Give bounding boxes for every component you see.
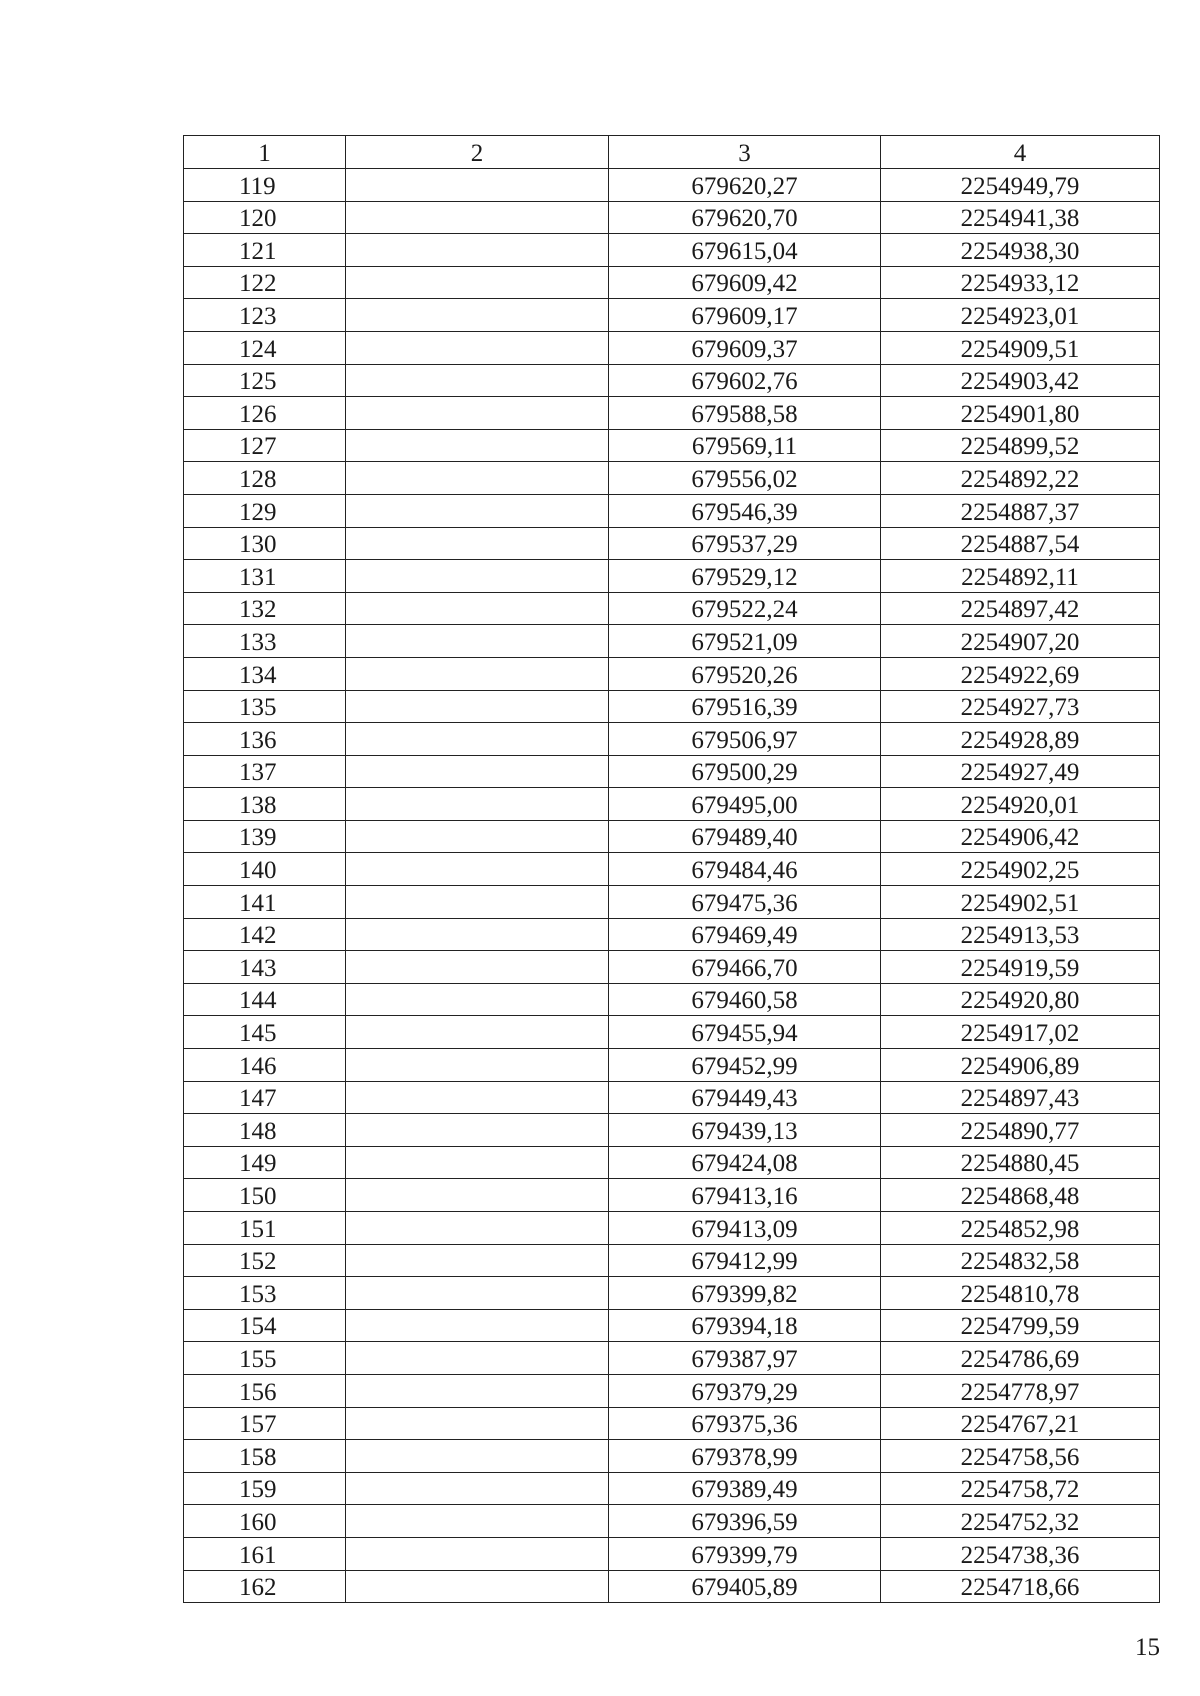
y-coordinate-cell: 2254927,73 (881, 690, 1160, 723)
point-name-cell (346, 527, 609, 560)
point-name-cell (346, 266, 609, 299)
table-body (184, 169, 1160, 1603)
point-number-cell: 162 (184, 1570, 346, 1603)
y-coordinate-cell: 2254909,51 (881, 331, 1160, 364)
point-number-cell: 148 (184, 1114, 346, 1147)
point-number-cell: 131 (184, 560, 346, 593)
point-number-cell: 161 (184, 1537, 346, 1570)
y-coordinate-cell: 2254920,01 (881, 788, 1160, 821)
point-number-cell: 145 (184, 1016, 346, 1049)
table-header (184, 136, 1160, 169)
x-coordinate-cell: 679412,99 (609, 1244, 881, 1277)
x-coordinate-cell: 679405,89 (609, 1570, 881, 1603)
point-name-cell (346, 1244, 609, 1277)
point-number-cell: 120 (184, 201, 346, 234)
table-row (184, 1374, 1160, 1407)
point-name-cell (346, 886, 609, 919)
y-coordinate-cell: 2254738,36 (881, 1537, 1160, 1570)
x-coordinate-cell: 679413,09 (609, 1212, 881, 1245)
x-coordinate-cell: 679387,97 (609, 1342, 881, 1375)
x-coordinate-cell: 679449,43 (609, 1081, 881, 1114)
x-coordinate-cell: 679375,36 (609, 1407, 881, 1440)
x-coordinate-cell: 679484,46 (609, 853, 881, 886)
table-row (184, 397, 1160, 430)
point-number-cell: 156 (184, 1374, 346, 1407)
table-row (184, 1049, 1160, 1082)
y-coordinate-cell: 2254920,80 (881, 983, 1160, 1016)
y-coordinate-cell: 2254892,22 (881, 462, 1160, 495)
point-name-cell (346, 1016, 609, 1049)
point-name-cell (346, 1212, 609, 1245)
point-name-cell (346, 723, 609, 756)
x-coordinate-cell: 679529,12 (609, 560, 881, 593)
table-row (184, 983, 1160, 1016)
point-number-cell: 159 (184, 1472, 346, 1505)
point-number-cell: 160 (184, 1505, 346, 1538)
point-name-cell (346, 1570, 609, 1603)
table-row (184, 1407, 1160, 1440)
table-row (184, 527, 1160, 560)
y-coordinate-cell: 2254949,79 (881, 169, 1160, 202)
y-coordinate-cell: 2254786,69 (881, 1342, 1160, 1375)
x-coordinate-cell: 679495,00 (609, 788, 881, 821)
point-number-cell: 147 (184, 1081, 346, 1114)
table-row (184, 853, 1160, 886)
x-coordinate-cell: 679469,49 (609, 918, 881, 951)
point-name-cell (346, 462, 609, 495)
point-number-cell: 124 (184, 331, 346, 364)
table-row (184, 1472, 1160, 1505)
point-number-cell: 137 (184, 755, 346, 788)
x-coordinate-cell: 679520,26 (609, 657, 881, 690)
point-name-cell (346, 625, 609, 658)
table-row (184, 1505, 1160, 1538)
point-number-cell: 126 (184, 397, 346, 430)
table-row (184, 1016, 1160, 1049)
y-coordinate-cell: 2254799,59 (881, 1309, 1160, 1342)
point-number-cell: 150 (184, 1179, 346, 1212)
x-coordinate-cell: 679396,59 (609, 1505, 881, 1538)
point-number-cell: 128 (184, 462, 346, 495)
table-row (184, 951, 1160, 984)
x-coordinate-cell: 679489,40 (609, 820, 881, 853)
y-coordinate-cell: 2254868,48 (881, 1179, 1160, 1212)
table-row (184, 299, 1160, 332)
table-row (184, 820, 1160, 853)
y-coordinate-cell: 2254810,78 (881, 1277, 1160, 1310)
x-coordinate-cell: 679516,39 (609, 690, 881, 723)
point-number-cell: 133 (184, 625, 346, 658)
point-number-cell: 134 (184, 657, 346, 690)
point-name-cell (346, 853, 609, 886)
point-number-cell: 122 (184, 266, 346, 299)
point-name-cell (346, 1179, 609, 1212)
coordinates-table (183, 135, 1160, 1603)
y-coordinate-cell: 2254897,43 (881, 1081, 1160, 1114)
point-number-cell: 132 (184, 592, 346, 625)
y-coordinate-cell: 2254902,51 (881, 886, 1160, 919)
x-coordinate-cell: 679399,79 (609, 1537, 881, 1570)
point-number-cell: 129 (184, 494, 346, 527)
point-name-cell (346, 364, 609, 397)
point-name-cell (346, 592, 609, 625)
point-number-cell: 135 (184, 690, 346, 723)
header-col-1: 1 (184, 136, 346, 169)
x-coordinate-cell: 679588,58 (609, 397, 881, 430)
y-coordinate-cell: 2254901,80 (881, 397, 1160, 430)
y-coordinate-cell: 2254913,53 (881, 918, 1160, 951)
table-row (184, 331, 1160, 364)
point-name-cell (346, 299, 609, 332)
point-name-cell (346, 1309, 609, 1342)
page-number: 15 (1135, 1634, 1160, 1661)
table-row (184, 1537, 1160, 1570)
point-name-cell (346, 331, 609, 364)
x-coordinate-cell: 679389,49 (609, 1472, 881, 1505)
x-coordinate-cell: 679460,58 (609, 983, 881, 1016)
y-coordinate-cell: 2254917,02 (881, 1016, 1160, 1049)
point-number-cell: 130 (184, 527, 346, 560)
point-number-cell: 151 (184, 1212, 346, 1245)
point-name-cell (346, 234, 609, 267)
table-row (184, 886, 1160, 919)
point-name-cell (346, 983, 609, 1016)
point-number-cell: 119 (184, 169, 346, 202)
x-coordinate-cell: 679521,09 (609, 625, 881, 658)
y-coordinate-cell: 2254906,42 (881, 820, 1160, 853)
y-coordinate-cell: 2254907,20 (881, 625, 1160, 658)
y-coordinate-cell: 2254758,56 (881, 1440, 1160, 1473)
point-name-cell (346, 1374, 609, 1407)
table-row (184, 234, 1160, 267)
y-coordinate-cell: 2254933,12 (881, 266, 1160, 299)
x-coordinate-cell: 679537,29 (609, 527, 881, 560)
x-coordinate-cell: 679439,13 (609, 1114, 881, 1147)
point-name-cell (346, 1505, 609, 1538)
point-name-cell (346, 560, 609, 593)
header-col-4: 4 (881, 136, 1160, 169)
point-number-cell: 127 (184, 429, 346, 462)
point-number-cell: 123 (184, 299, 346, 332)
y-coordinate-cell: 2254919,59 (881, 951, 1160, 984)
table-row (184, 1342, 1160, 1375)
point-name-cell (346, 690, 609, 723)
point-number-cell: 144 (184, 983, 346, 1016)
point-number-cell: 138 (184, 788, 346, 821)
y-coordinate-cell: 2254903,42 (881, 364, 1160, 397)
y-coordinate-cell: 2254887,54 (881, 527, 1160, 560)
table-row (184, 494, 1160, 527)
table-row (184, 1244, 1160, 1277)
x-coordinate-cell: 679556,02 (609, 462, 881, 495)
y-coordinate-cell: 2254927,49 (881, 755, 1160, 788)
table-row (184, 560, 1160, 593)
point-name-cell (346, 1537, 609, 1570)
table-row (184, 788, 1160, 821)
point-number-cell: 125 (184, 364, 346, 397)
x-coordinate-cell: 679455,94 (609, 1016, 881, 1049)
table-row (184, 1277, 1160, 1310)
y-coordinate-cell: 2254752,32 (881, 1505, 1160, 1538)
table-row (184, 1212, 1160, 1245)
x-coordinate-cell: 679394,18 (609, 1309, 881, 1342)
point-name-cell (346, 397, 609, 430)
table-row (184, 201, 1160, 234)
x-coordinate-cell: 679399,82 (609, 1277, 881, 1310)
x-coordinate-cell: 679620,70 (609, 201, 881, 234)
y-coordinate-cell: 2254922,69 (881, 657, 1160, 690)
x-coordinate-cell: 679522,24 (609, 592, 881, 625)
table-row (184, 657, 1160, 690)
x-coordinate-cell: 679500,29 (609, 755, 881, 788)
x-coordinate-cell: 679609,37 (609, 331, 881, 364)
y-coordinate-cell: 2254890,77 (881, 1114, 1160, 1147)
table-row (184, 690, 1160, 723)
x-coordinate-cell: 679475,36 (609, 886, 881, 919)
point-number-cell: 136 (184, 723, 346, 756)
table-row (184, 1570, 1160, 1603)
x-coordinate-cell: 679602,76 (609, 364, 881, 397)
point-name-cell (346, 820, 609, 853)
table-row (184, 266, 1160, 299)
x-coordinate-cell: 679615,04 (609, 234, 881, 267)
x-coordinate-cell: 679379,29 (609, 1374, 881, 1407)
x-coordinate-cell: 679569,11 (609, 429, 881, 462)
table-row (184, 723, 1160, 756)
table-row (184, 918, 1160, 951)
point-number-cell: 121 (184, 234, 346, 267)
x-coordinate-cell: 679620,27 (609, 169, 881, 202)
y-coordinate-cell: 2254767,21 (881, 1407, 1160, 1440)
y-coordinate-cell: 2254852,98 (881, 1212, 1160, 1245)
header-col-2: 2 (346, 136, 609, 169)
x-coordinate-cell: 679466,70 (609, 951, 881, 984)
table-row (184, 364, 1160, 397)
point-number-cell: 157 (184, 1407, 346, 1440)
header-row (184, 136, 1160, 169)
y-coordinate-cell: 2254718,66 (881, 1570, 1160, 1603)
y-coordinate-cell: 2254923,01 (881, 299, 1160, 332)
point-number-cell: 146 (184, 1049, 346, 1082)
y-coordinate-cell: 2254887,37 (881, 494, 1160, 527)
point-number-cell: 139 (184, 820, 346, 853)
point-name-cell (346, 494, 609, 527)
y-coordinate-cell: 2254832,58 (881, 1244, 1160, 1277)
table-row (184, 1179, 1160, 1212)
point-number-cell: 155 (184, 1342, 346, 1375)
y-coordinate-cell: 2254758,72 (881, 1472, 1160, 1505)
y-coordinate-cell: 2254899,52 (881, 429, 1160, 462)
table-row (184, 169, 1160, 202)
table-row (184, 625, 1160, 658)
point-name-cell (346, 1081, 609, 1114)
point-name-cell (346, 1146, 609, 1179)
table-row (184, 592, 1160, 625)
point-name-cell (346, 951, 609, 984)
x-coordinate-cell: 679546,39 (609, 494, 881, 527)
point-name-cell (346, 1407, 609, 1440)
y-coordinate-cell: 2254892,11 (881, 560, 1160, 593)
y-coordinate-cell: 2254906,89 (881, 1049, 1160, 1082)
point-number-cell: 154 (184, 1309, 346, 1342)
point-name-cell (346, 1342, 609, 1375)
x-coordinate-cell: 679424,08 (609, 1146, 881, 1179)
point-number-cell: 143 (184, 951, 346, 984)
point-number-cell: 153 (184, 1277, 346, 1310)
header-col-3: 3 (609, 136, 881, 169)
point-name-cell (346, 657, 609, 690)
point-name-cell (346, 1277, 609, 1310)
table-row (184, 1114, 1160, 1147)
y-coordinate-cell: 2254928,89 (881, 723, 1160, 756)
table-row (184, 462, 1160, 495)
table-row (184, 755, 1160, 788)
table-row (184, 1440, 1160, 1473)
point-number-cell: 152 (184, 1244, 346, 1277)
point-name-cell (346, 1440, 609, 1473)
point-name-cell (346, 1049, 609, 1082)
y-coordinate-cell: 2254880,45 (881, 1146, 1160, 1179)
point-number-cell: 149 (184, 1146, 346, 1179)
x-coordinate-cell: 679413,16 (609, 1179, 881, 1212)
point-name-cell (346, 201, 609, 234)
point-name-cell (346, 755, 609, 788)
point-name-cell (346, 429, 609, 462)
point-name-cell (346, 788, 609, 821)
point-name-cell (346, 1114, 609, 1147)
point-name-cell (346, 1472, 609, 1505)
x-coordinate-cell: 679609,42 (609, 266, 881, 299)
y-coordinate-cell: 2254897,42 (881, 592, 1160, 625)
point-name-cell (346, 918, 609, 951)
x-coordinate-cell: 679506,97 (609, 723, 881, 756)
table-row (184, 1146, 1160, 1179)
point-number-cell: 141 (184, 886, 346, 919)
point-number-cell: 142 (184, 918, 346, 951)
y-coordinate-cell: 2254902,25 (881, 853, 1160, 886)
point-number-cell: 158 (184, 1440, 346, 1473)
table-row (184, 1081, 1160, 1114)
y-coordinate-cell: 2254938,30 (881, 234, 1160, 267)
x-coordinate-cell: 679609,17 (609, 299, 881, 332)
table-row (184, 1309, 1160, 1342)
table-row (184, 429, 1160, 462)
x-coordinate-cell: 679378,99 (609, 1440, 881, 1473)
y-coordinate-cell: 2254778,97 (881, 1374, 1160, 1407)
point-name-cell (346, 169, 609, 202)
point-number-cell: 140 (184, 853, 346, 886)
x-coordinate-cell: 679452,99 (609, 1049, 881, 1082)
y-coordinate-cell: 2254941,38 (881, 201, 1160, 234)
